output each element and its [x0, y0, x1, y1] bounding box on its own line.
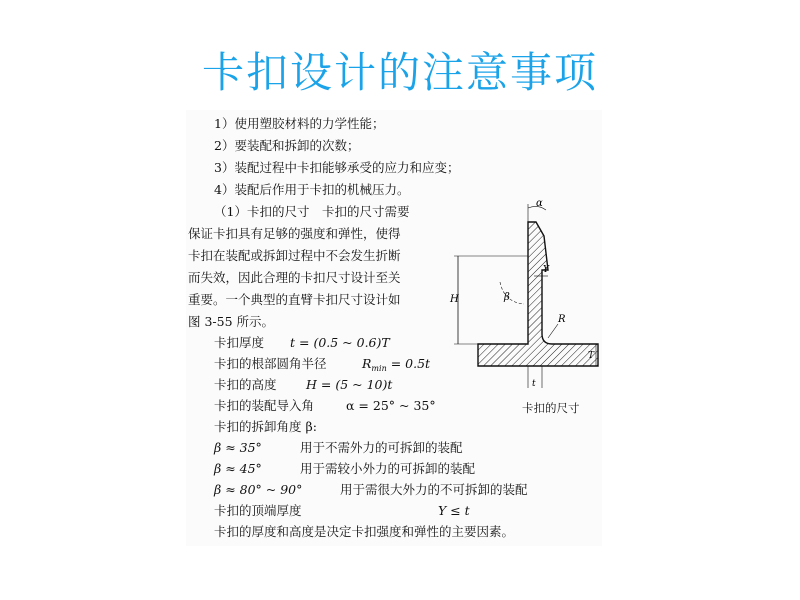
para-line: 保证卡扣具有足够的强度和弹性，使得: [188, 226, 401, 241]
page-title: 卡扣设计的注意事项: [201, 48, 598, 97]
radius-subscript: min: [371, 364, 387, 373]
spec-height-formula: H = (5 ~ 10)t: [306, 377, 393, 392]
radius-value: = 0.5t: [386, 356, 431, 371]
snapfit-profile: [478, 222, 598, 366]
label-beta: β: [504, 292, 510, 303]
label-t: t: [532, 379, 536, 389]
list-item: 1）使用塑胶材料的力学性能；: [214, 116, 385, 131]
spec-thickness-formula: t = (0.5 ~ 0.6)T: [290, 335, 390, 350]
para-line: 而失效，因此合理的卡扣尺寸设计至关: [188, 270, 401, 285]
diagram-caption: 卡扣的尺寸: [522, 401, 580, 415]
beta-value: β ≈ 45°: [214, 461, 262, 476]
snapfit-diagram: [448, 196, 602, 396]
para-line: 重要。一个典型的直臂卡扣尺寸设计如: [188, 292, 401, 307]
para-line: （1）卡扣的尺寸 卡扣的尺寸需要: [214, 204, 410, 219]
beta-desc: 用于需较小外力的可拆卸的装配: [300, 461, 476, 476]
spec-top-formula: Y ≤ t: [438, 503, 470, 518]
label-H: H: [450, 294, 459, 305]
spec-radius-label: 卡扣的根部圆角半径: [214, 356, 327, 371]
dim-r-leader: [548, 324, 558, 338]
list-item: 3）装配过程中卡扣能够承受的应力和应变；: [214, 160, 460, 175]
list-item: 2）要装配和拆卸的次数；: [214, 138, 360, 153]
para-line: 卡扣在装配或拆卸过程中不会发生折断: [188, 248, 401, 263]
label-alpha: α: [536, 198, 543, 209]
spec-radius-formula: [362, 354, 430, 376]
list-item: 4）装配后作用于卡扣的机械压力。: [214, 182, 410, 197]
beta-value: β ≈ 80° ~ 90°: [214, 482, 303, 497]
beta-desc: 用于不需外力的可拆卸的装配: [300, 440, 463, 455]
beta-value: β ≈ 35°: [214, 440, 262, 455]
spec-angle-formula: α = 25° ~ 35°: [346, 398, 436, 413]
conclusion: 卡扣的厚度和高度是决定卡扣强度和弹性的主要因素。: [214, 524, 515, 539]
spec-angle-label: 卡扣的装配导入角: [214, 398, 315, 413]
para-line: 图 3-55 所示。: [188, 314, 275, 329]
beta-desc: 用于需很大外力的不可拆卸的装配: [340, 482, 528, 497]
radius-symbol: R: [362, 356, 372, 371]
spec-beta-label: 卡扣的拆卸角度 β:: [214, 419, 317, 434]
label-T: T: [588, 351, 595, 361]
spec-top-label: 卡扣的顶端厚度: [214, 503, 302, 518]
spec-thickness-label: 卡扣厚度: [214, 335, 265, 350]
label-Y: Y: [543, 265, 549, 275]
spec-height-label: 卡扣的高度: [214, 377, 277, 392]
label-R: R: [558, 314, 566, 325]
